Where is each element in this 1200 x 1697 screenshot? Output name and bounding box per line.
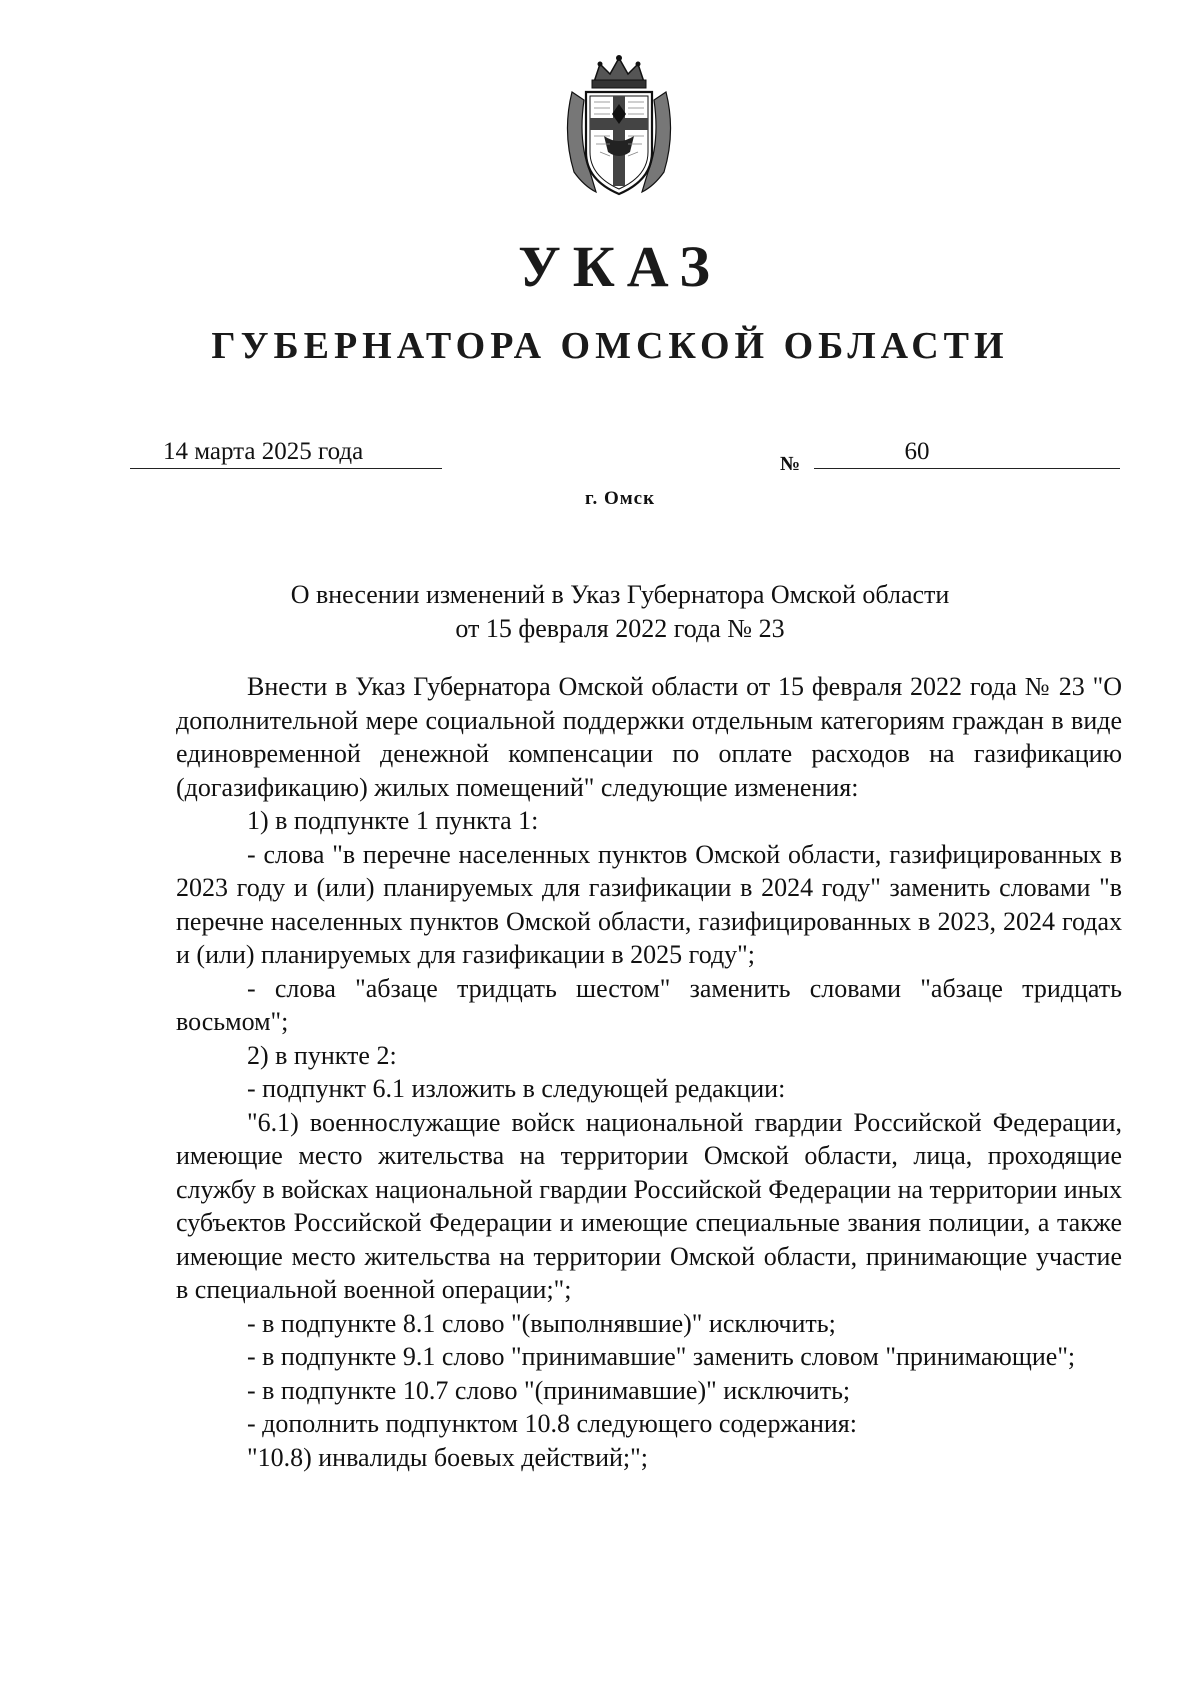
body-paragraph: - слова "в перечне населенных пунктов Омской области, газифицированных в 2023 году и (или) планируемых для газификации в 2024 году" заменить словами "в перечне населенных пунктов Омской области, газифицированных в 2023, 2024 годах и (или) планируемых для газификации в 2025 году"; [176, 839, 1122, 969]
body-paragraph: - в подпункте 8.1 слово "(выполнявшие)" исключить; [247, 1308, 836, 1338]
decree-date: 14 марта 2025 года [130, 436, 442, 469]
body-paragraph: Внести в Указ Губернатора Омской области от 15 февраля 2022 года № 23 "О дополнительной мере социальной поддержки отдельным категориям граждан в виде единовременной денежной компенсации по оплате расходов на газификацию (догазификацию) жилых помещений" следующие изменения: [176, 672, 1122, 802]
body-paragraph: - подпункт 6.1 изложить в следующей редакции: [247, 1074, 786, 1103]
city-name: г. Омск [584, 488, 656, 509]
decree-number-label: № [780, 453, 801, 475]
body-paragraph: 1) в подпункте 1 пункта 1: [247, 806, 539, 835]
decree-body [176, 670, 1122, 1474]
body-paragraph: - дополнить подпунктом 10.8 следующего содержания: [247, 1409, 857, 1438]
coat-of-arms-icon [560, 52, 678, 200]
body-paragraph: 2) в пункте 2: [247, 1040, 397, 1070]
body-paragraph: "6.1) военнослужащие войск национальной гвардии Российской Федерации, имеющие место жительства на территории Омской области, лица, проходящие службу в войсках национальной гвардии Российской Федерации на территории иных субъектов Российской Федерации и имеющие специальные звания полиции, а также имеющие место жительства на территории Омской области, принимающие участие в специальной военной операции;"; [176, 1107, 1122, 1304]
document-subtitle: ГУБЕРНАТОРА ОМСКОЙ ОБЛАСТИ [211, 325, 1009, 367]
subject-line-1: О внесении изменений в Указ Губернатора Омской области [290, 580, 950, 609]
body-paragraph: "10.8) инвалиды боевых действий;"; [247, 1442, 648, 1472]
body-paragraph: - в подпункте 9.1 слово "принимавшие" заменить словом "принимающие"; [247, 1342, 1076, 1371]
body-paragraph: - слова "абзаце тридцать шестом" заменить словами "абзаце тридцать восьмом"; [176, 973, 1122, 1036]
decree-subject [0, 578, 1200, 646]
decree-number: 60 [814, 436, 1120, 469]
subject-line-2: от 15 февраля 2022 года № 23 [455, 614, 785, 643]
body-paragraph: - в подпункте 10.7 слово "(принимавшие)" исключить; [247, 1375, 851, 1405]
document-title: УКАЗ [518, 234, 722, 299]
